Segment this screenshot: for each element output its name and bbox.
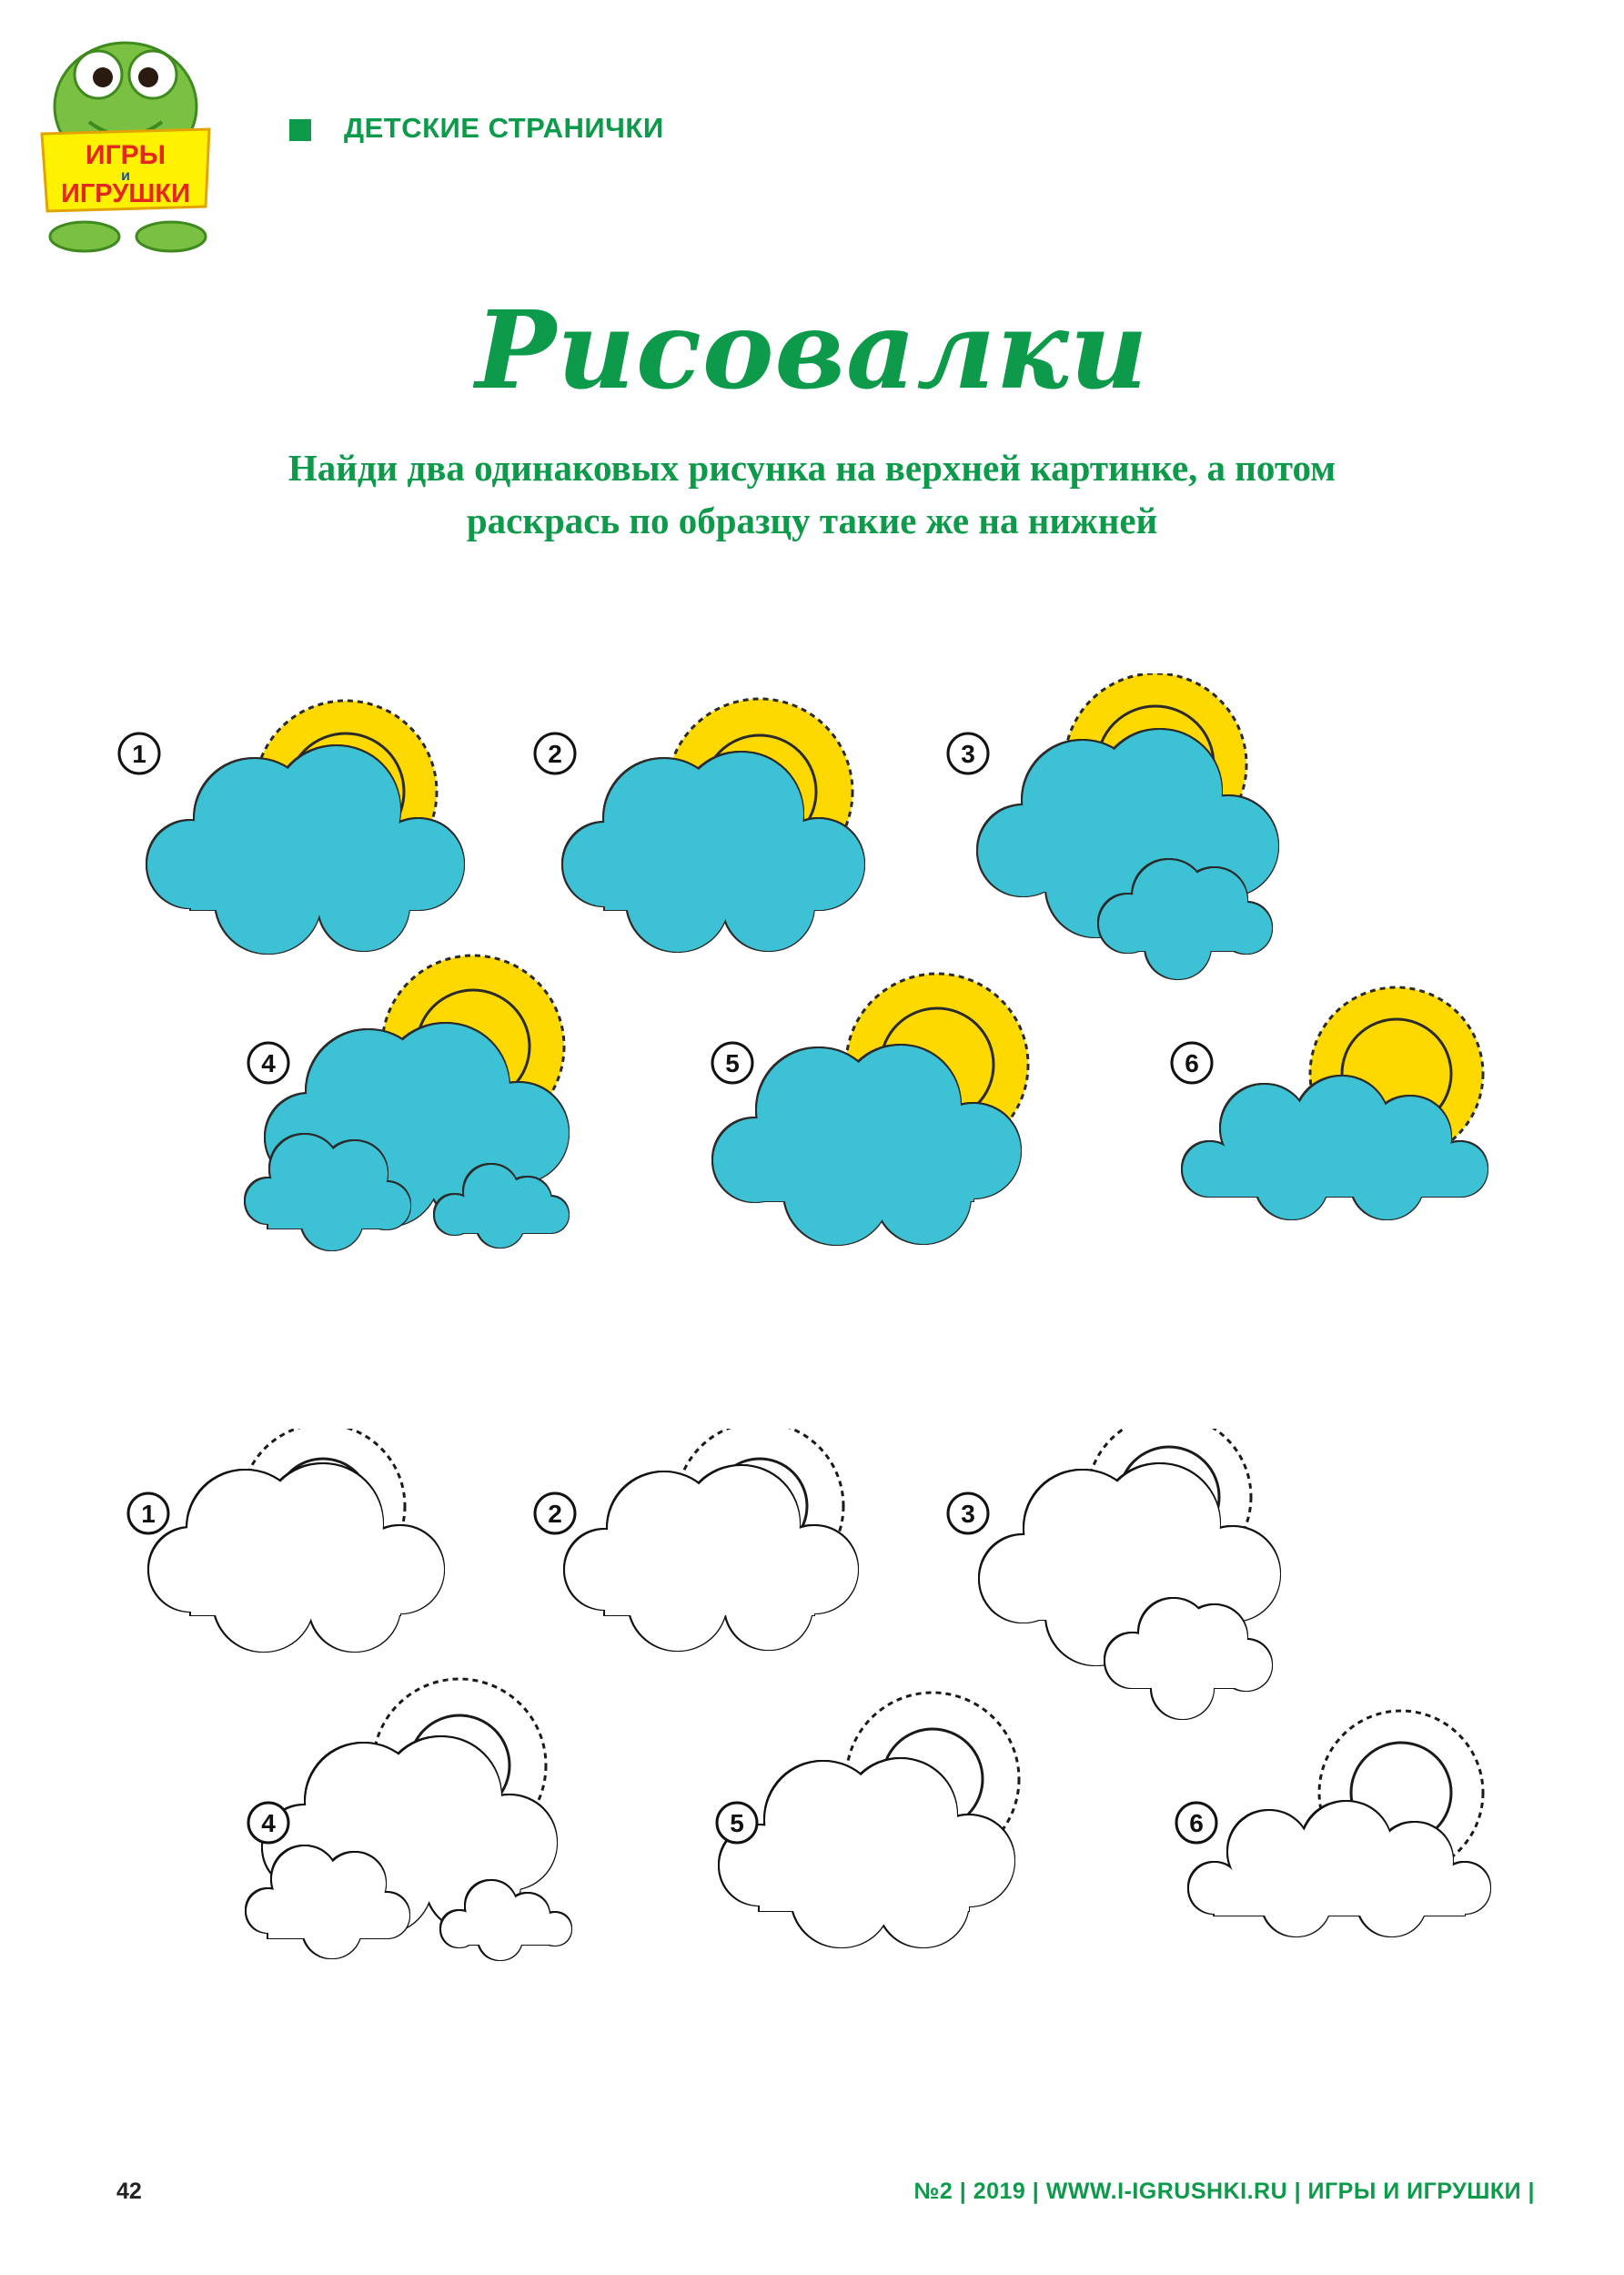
figure-bottom-6 (1176, 1711, 1490, 1936)
section-label: ДЕТСКИЕ СТРАНИЧКИ (344, 112, 664, 144)
figure-number: 6 (1189, 1809, 1204, 1837)
figure-top-5 (712, 974, 1028, 1245)
figure-bottom-5 (717, 1693, 1019, 1947)
page-number: 42 (116, 2179, 142, 2204)
figure-number: 2 (548, 1500, 562, 1528)
figure-number: 5 (730, 1809, 744, 1837)
instruction-line-1: Найди два одинаковых рисунка на верхней картинке, а потом (287, 447, 1337, 489)
figure-number: 4 (261, 1049, 276, 1077)
figure-bottom-2 (535, 1429, 858, 1651)
outline-picture (0, 1429, 1624, 2066)
figure-number: 4 (261, 1809, 276, 1837)
colored-picture (0, 673, 1624, 1310)
page-title: Рисовалки (475, 287, 1149, 413)
section-marker (289, 119, 311, 141)
figure-bottom-4 (247, 1679, 571, 1960)
figure-number: 2 (548, 740, 562, 768)
figure-number: 3 (961, 1500, 975, 1528)
figure-top-6 (1172, 987, 1488, 1219)
figure-top-1 (119, 701, 464, 954)
footer-info: №2 | 2019 | WWW.I-IGRUSHKI.RU | ИГРЫ И ИГРУШКИ | (913, 2179, 1535, 2204)
logo-text-games: ИГРЫ (86, 140, 166, 170)
figure-bottom-1 (128, 1429, 444, 1652)
figure-number: 6 (1185, 1049, 1199, 1077)
instruction-line-2: раскрась по образцу такие же на нижней (466, 500, 1158, 541)
logo-text-and: и (121, 168, 130, 184)
figure-number: 1 (132, 740, 146, 768)
figure-top-4 (246, 956, 569, 1250)
logo-text-toys: ИГРУШКИ (61, 179, 190, 208)
figure-number: 3 (961, 740, 975, 768)
figure-number: 1 (141, 1500, 156, 1528)
figure-top-3 (948, 673, 1278, 979)
figure-top-2 (535, 699, 864, 952)
figure-number: 5 (725, 1049, 740, 1077)
frog-logo (35, 20, 217, 266)
figure-bottom-3 (948, 1429, 1280, 1719)
